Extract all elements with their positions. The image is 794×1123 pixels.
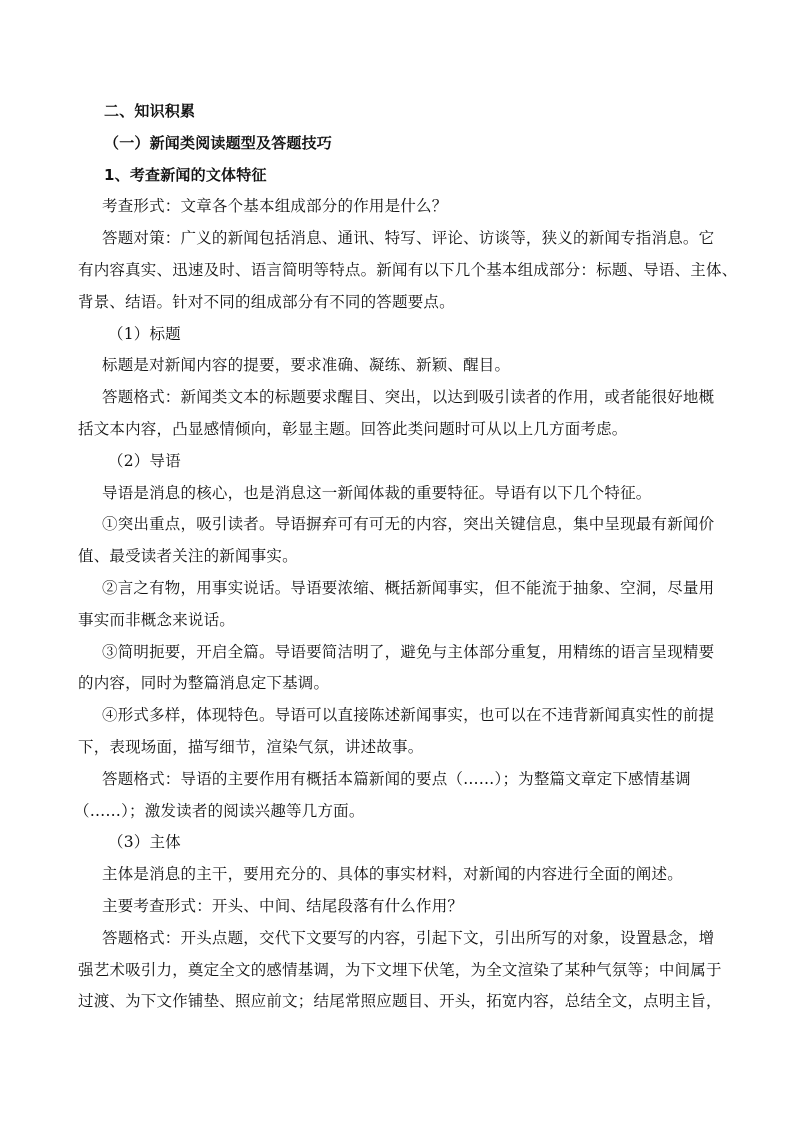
- paragraph-line: 考查形式：文章各个基本组成部分的作用是什么？: [102, 197, 448, 216]
- paragraph-line: ①突出重点，吸引读者。导语摒弃可有可无的内容，突出关键信息，集中呈现最有新闻价: [102, 515, 715, 534]
- paragraph-line: 有内容真实、迅速及时、语言简明等特点。新闻有以下几个基本组成部分：标题、导语、主体、: [78, 260, 738, 279]
- paragraph-line: 事实而非概念来说话。: [78, 610, 236, 629]
- paragraph-line: ②言之有物，用事实说话。导语要浓缩、概括新闻事实，但不能流于抽象、空洞，尽量用: [102, 578, 715, 597]
- paragraph-line: 值、最受读者关注的新闻事实。: [78, 547, 298, 566]
- paragraph-line: 答题格式：新闻类文本的标题要求醒目、突出，以达到吸引读者的作用，或者能很好地概: [102, 388, 715, 407]
- paragraph-line: 答题格式：导语的主要作用有概括本篇新闻的要点（……）；为整篇文章定下感情基调: [102, 769, 691, 788]
- paragraph-line: 背景、结语。针对不同的组成部分有不同的答题要点。: [78, 292, 455, 311]
- document-body: [74, 96, 738, 1018]
- paragraph-line: 过渡、为下文作铺垫、照应前文；结尾常照应题目、开头，拓宽内容，总结全文，点明主旨，: [78, 992, 722, 1011]
- paragraph-line: 的内容，同时为整篇消息定下基调。: [78, 674, 330, 693]
- paragraph-line: ④形式多样，体现特色。导语可以直接陈述新闻事实，也可以在不违背新闻真实性的前提: [102, 706, 715, 725]
- paragraph-line: ③简明扼要，开启全篇。导语要简洁明了，避免与主体部分重复，用精练的语言呈现精要: [102, 642, 715, 661]
- item-heading-lead: （2）导语: [108, 451, 181, 470]
- paragraph-line: 强艺术吸引力，奠定全文的感情基调，为下文埋下伏笔，为全文渲染了某种气氛等；中间属于: [78, 960, 722, 979]
- item-heading-title: （1）标题: [108, 324, 181, 343]
- section-heading: 二、知识积累: [104, 102, 196, 120]
- paragraph-line: （……）；激发读者的阅读兴趣等几方面。: [74, 801, 365, 820]
- paragraph-line: 答题格式：开头点题，交代下文要写的内容，引起下文，引出所写的对象，设置悬念，增: [102, 928, 715, 947]
- paragraph-line: 下，表现场面，描写细节，渲染气氛，讲述故事。: [78, 737, 424, 756]
- subsection-heading: （一）新闻类阅读题型及答题技巧: [104, 133, 333, 152]
- paragraph-line: 主体是消息的主干，要用充分的、具体的事实材料，对新闻的内容进行全面的阐述。: [102, 865, 683, 884]
- paragraph-line: 标题是对新闻内容的提要，要求准确、凝练、新颖、醒目。: [102, 356, 511, 375]
- paragraph-line: 括文本内容，凸显感情倾向，彰显主题。回答此类问题时可从以上几方面考虑。: [78, 419, 628, 438]
- item-heading-body: （3）主体: [108, 833, 181, 852]
- paragraph-line: 答题对策：广义的新闻包括消息、通讯、特写、评论、访谈等，狭义的新闻专指消息。它: [102, 229, 715, 248]
- paragraph-line: 导语是消息的核心，也是消息这一新闻体裁的重要特征。导语有以下几个特征。: [102, 483, 652, 502]
- topic-heading: 1、考查新闻的文体特征: [104, 165, 267, 184]
- paragraph-line: 主要考查形式：开头、中间、结尾段落有什么作用？: [102, 896, 464, 915]
